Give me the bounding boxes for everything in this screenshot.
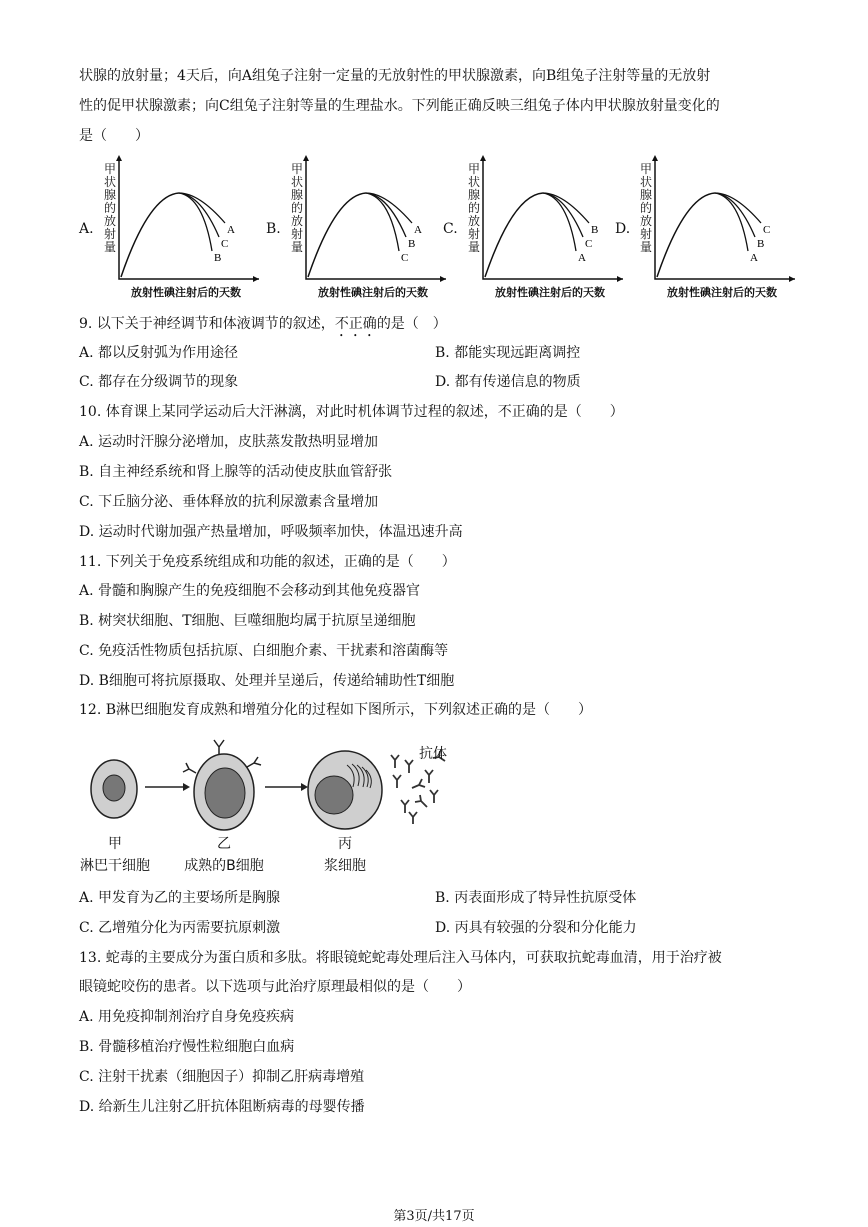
graph-y-axis-label: 甲状腺的放射量 xyxy=(467,162,480,254)
graph-option-3[interactable] xyxy=(615,155,795,305)
curve-C xyxy=(366,193,399,251)
graph-axes xyxy=(655,159,795,279)
q13-stem-line-2: 眼镜蛇咬伤的患者。以下选项与此治疗原理最相似的是（ ） xyxy=(79,979,471,995)
q13-option-b[interactable]: B. 骨髓移植治疗慢性粒细胞白血病 xyxy=(79,1039,295,1055)
shared-rising-curve xyxy=(121,193,179,277)
graph-x-axis-label: 放射性碘注射后的天数 xyxy=(131,286,241,299)
graph-axes xyxy=(483,159,623,279)
curve-label-B: B xyxy=(214,252,222,264)
curve-B xyxy=(179,193,212,251)
shared-rising-curve xyxy=(485,193,543,277)
q9-option-c[interactable]: C. 都存在分级调节的现象 xyxy=(79,374,239,390)
arrow-2 xyxy=(301,783,308,791)
curve-label-C: C xyxy=(221,238,229,250)
q13-option-c[interactable]: C. 注射干扰素（细胞因子）抑制乙肝病毒增殖 xyxy=(79,1069,365,1085)
page-footer: 第3页/共17页 xyxy=(393,1209,475,1224)
graph-axes xyxy=(119,159,259,279)
intro-line-3: 是（ ） xyxy=(79,128,149,144)
curve-label-A: A xyxy=(750,252,758,264)
q10-option-a[interactable]: A. 运动时汗腺分泌增加，皮肤蒸发散热明显增加 xyxy=(79,434,379,450)
arrow-1 xyxy=(183,783,190,791)
graph-option-letter: C. xyxy=(443,221,458,237)
curve-label-A: A xyxy=(227,224,235,236)
q12-option-a[interactable]: A. 甲发育为乙的主要场所是胸腺 xyxy=(79,890,281,906)
y-axis-arrow xyxy=(480,155,486,161)
q13-stem-line-1: 13. 蛇毒的主要成分为蛋白质和多肽。将眼镜蛇蛇毒处理后注入马体内，可获取抗蛇毒血清，用于治疗被 xyxy=(79,950,722,966)
graph-option-0[interactable] xyxy=(79,155,259,305)
cell-1-name: 甲 xyxy=(108,836,122,852)
graph-option-letter: B. xyxy=(266,221,281,237)
q9-stem-post: 的是（ ） xyxy=(376,316,447,332)
y-axis-arrow xyxy=(652,155,658,161)
graph-x-axis-label: 放射性碘注射后的天数 xyxy=(667,286,777,299)
graph-plot xyxy=(79,155,259,290)
graph-x-axis-label: 放射性碘注射后的天数 xyxy=(318,286,428,299)
graph-plot xyxy=(443,155,623,290)
b-cell-diagram xyxy=(79,735,479,880)
q9-option-a[interactable]: A. 都以反射弧为作用途径 xyxy=(79,345,239,361)
curve-label-B: B xyxy=(408,238,416,250)
q12-option-b[interactable]: B. 丙表面形成了特异性抗原受体 xyxy=(435,890,637,906)
q10-option-c[interactable]: C. 下丘脑分泌、垂体释放的抗利尿激素含量增加 xyxy=(79,494,379,510)
graph-y-axis-label: 甲状腺的放射量 xyxy=(290,162,303,254)
graph-plot xyxy=(266,155,446,290)
curve-label-B: B xyxy=(757,238,765,250)
curve-label-C: C xyxy=(585,238,593,250)
stem-cell-nucleus xyxy=(103,775,125,801)
q9-stem-pre: 9. 以下关于神经调节和体液调节的叙述， xyxy=(79,316,335,332)
cell-3-desc: 浆细胞 xyxy=(324,858,366,874)
q11-option-a[interactable]: A. 骨髓和胸腺产生的免疫细胞不会移动到其他免疫器官 xyxy=(79,583,421,599)
intro-line-1: 状腺的放射量；4天后，向A组兔子注射一定量的无放射性的甲状腺激素，向B组兔子注射等量的无放射 xyxy=(79,68,711,84)
y-axis-arrow xyxy=(303,155,309,161)
cell-3-name: 丙 xyxy=(338,836,352,852)
q13-option-a[interactable]: A. 用免疫抑制剂治疗自身免疫疾病 xyxy=(79,1009,295,1025)
x-axis-arrow xyxy=(789,276,795,282)
shared-rising-curve xyxy=(657,193,715,277)
mature-b-cell-nucleus xyxy=(205,768,245,818)
q9-stem xyxy=(79,314,447,340)
graph-x-axis-label: 放射性碘注射后的天数 xyxy=(495,286,605,299)
curve-A xyxy=(715,193,748,251)
q10-stem: 10. 体育课上某同学运动后大汗淋漓，对此时机体调节过程的叙述，不正确的是（ ） xyxy=(79,404,624,420)
y-axis-arrow xyxy=(116,155,122,161)
q9-option-b[interactable]: B. 都能实现远距离调控 xyxy=(435,345,581,361)
curve-label-C: C xyxy=(401,252,409,264)
q11-option-d[interactable]: D. B细胞可将抗原摄取、处理并呈递后，传递给辅助性T细胞 xyxy=(79,673,455,689)
q9-option-d[interactable]: D. 都有传递信息的物质 xyxy=(435,374,581,390)
cell-2-name: 乙 xyxy=(217,836,231,852)
curve-label-B: B xyxy=(591,224,599,236)
intro-line-2: 性的促甲状腺激素；向C组兔子注射等量的生理盐水。下列能正确反映三组兔子体内甲状腺放射量变化的 xyxy=(79,98,720,114)
graph-option-1[interactable] xyxy=(266,155,446,305)
graph-y-axis-label: 甲状腺的放射量 xyxy=(639,162,652,254)
graph-option-letter: D. xyxy=(615,221,631,237)
cell-1-desc: 淋巴干细胞 xyxy=(80,858,150,874)
graph-axes xyxy=(306,159,446,279)
cell-2-desc: 成熟的B细胞 xyxy=(184,858,264,874)
graph-option-letter: A. xyxy=(79,221,94,237)
q11-stem: 11. 下列关于免疫系统组成和功能的叙述，正确的是（ ） xyxy=(79,554,456,570)
q10-option-d[interactable]: D. 运动时代谢加强产热量增加，呼吸频率加快，体温迅速升高 xyxy=(79,524,463,540)
q12-stem: 12. B淋巴细胞发育成熟和增殖分化的过程如下图所示，下列叙述正确的是（ ） xyxy=(79,702,593,718)
q9-stem-emphasis: 不正确 xyxy=(334,316,377,332)
q12-option-c[interactable]: C. 乙增殖分化为丙需要抗原刺激 xyxy=(79,920,281,936)
curve-A xyxy=(543,193,576,251)
graph-plot xyxy=(615,155,795,290)
curve-label-C: C xyxy=(763,224,771,236)
shared-rising-curve xyxy=(308,193,366,277)
curve-label-A: A xyxy=(578,252,586,264)
x-axis-arrow xyxy=(253,276,259,282)
q11-option-b[interactable]: B. 树突状细胞、T细胞、巨噬细胞均属于抗原呈递细胞 xyxy=(79,613,416,629)
q11-option-c[interactable]: C. 免疫活性物质包括抗原、白细胞介素、干扰素和溶菌酶等 xyxy=(79,643,449,659)
curve-label-A: A xyxy=(414,224,422,236)
graph-option-2[interactable] xyxy=(443,155,623,305)
q12-option-d[interactable]: D. 丙具有较强的分裂和分化能力 xyxy=(435,920,637,936)
graph-y-axis-label: 甲状腺的放射量 xyxy=(103,162,116,254)
plasma-cell-nucleus xyxy=(315,776,353,814)
antibody-label: 抗体 xyxy=(419,746,447,762)
q13-option-d[interactable]: D. 给新生儿注射乙肝抗体阻断病毒的母婴传播 xyxy=(79,1099,365,1115)
q10-option-b[interactable]: B. 自主神经系统和肾上腺等的活动使皮肤血管舒张 xyxy=(79,464,393,480)
